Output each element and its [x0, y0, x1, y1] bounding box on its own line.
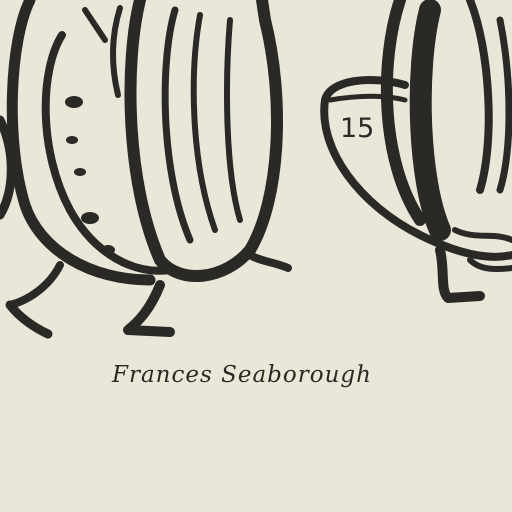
artist-signature: Frances Seaborough	[112, 362, 372, 388]
number-label: 15	[340, 113, 375, 144]
left-creature	[0, 0, 288, 334]
shell-spots	[65, 96, 115, 255]
right-creature	[324, 0, 512, 298]
